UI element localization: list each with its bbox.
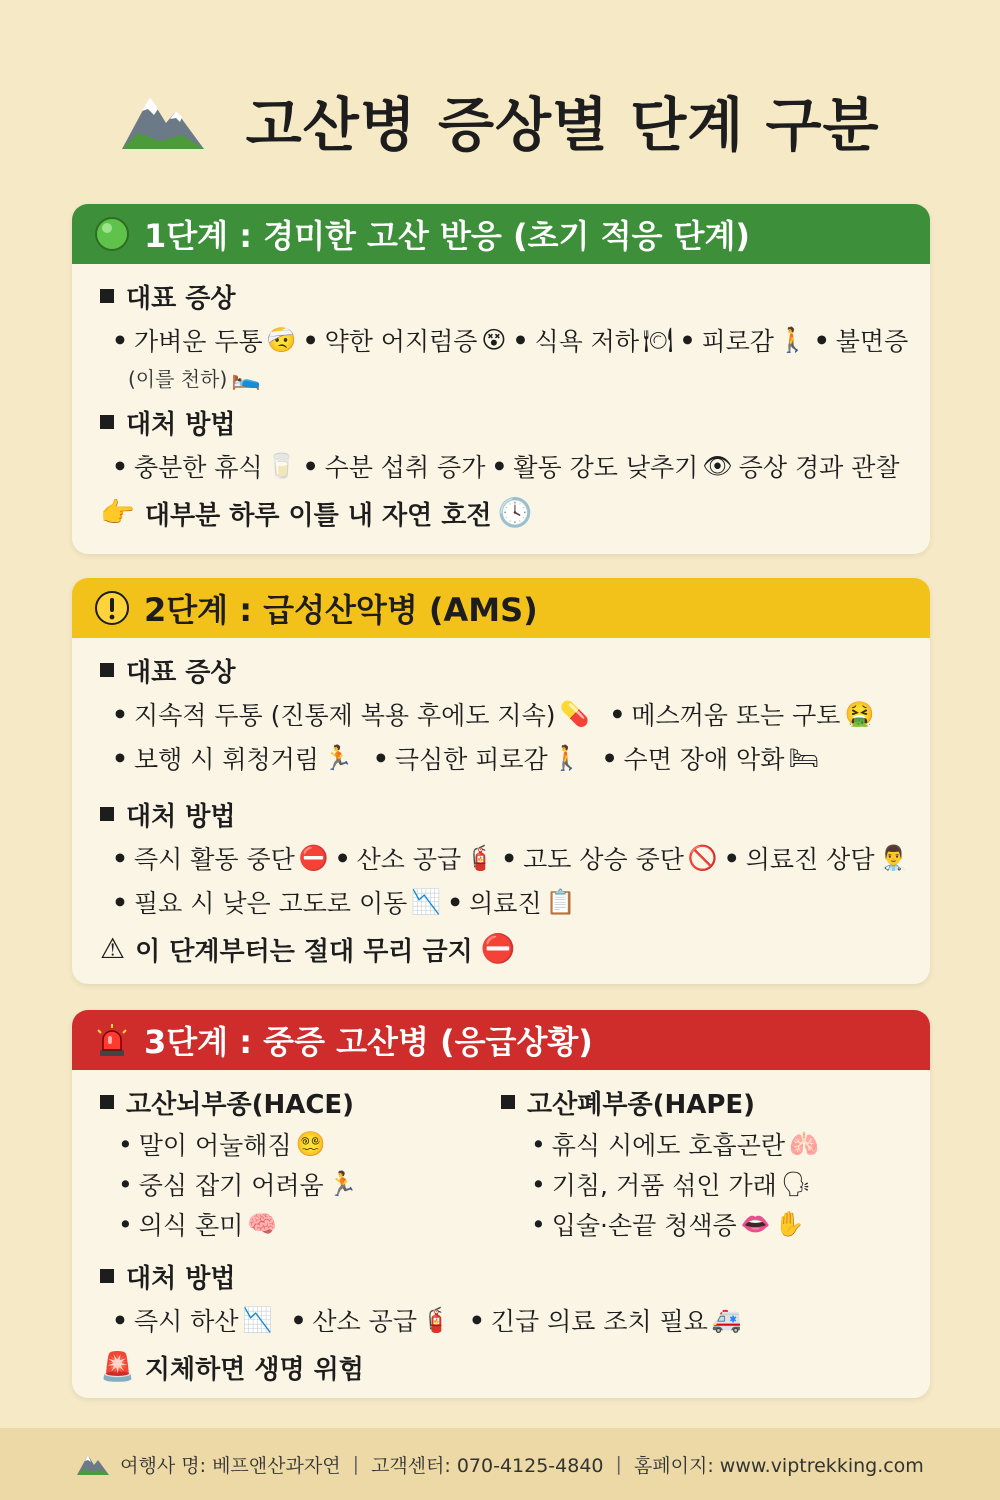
tired-person-icon: 🚶: [777, 326, 808, 354]
list-item: • 산소 공급 🧯: [290, 1305, 451, 1336]
clock-icon: 🕓: [497, 496, 533, 529]
eye-icon: 👁: [702, 452, 733, 480]
stage1-symptoms-row: [100, 318, 909, 362]
list-item: • 말이 어눌해짐 😵‍💫: [118, 1129, 326, 1160]
list-item: • 불면증: [813, 325, 909, 356]
hape-column: [501, 1080, 902, 1244]
stage2-symptoms-title: 대표 증상: [100, 648, 902, 692]
list-item: 증상 경과 관찰: [738, 453, 900, 482]
ambulance-icon: 🚑: [711, 1306, 742, 1334]
sleepless-bed-icon: 🛏: [788, 744, 819, 772]
list-item: • 수분 섭취 증가: [302, 451, 486, 482]
hand-icon: ✋: [774, 1210, 805, 1238]
list-item: • 지속적 두통 (진통제 복용 후에도 지속) 💊: [112, 699, 590, 730]
stage2-actions-title: 대처 방법: [100, 792, 902, 836]
stage1-symptoms-title: 대표 증상: [100, 274, 902, 318]
stage3-note: 🚨 지체하면 생명 위험: [100, 1350, 364, 1385]
list-item: • 충분한 휴식 🥛: [112, 451, 297, 482]
stage1-symptoms-sub: (이를 천하) 🛌: [128, 363, 262, 391]
prohibited-icon: 🚫: [687, 844, 718, 872]
stage2-header-text: 2단계 : 급성산악병 (AMS): [144, 591, 538, 629]
tired-person-icon: 🚶: [551, 744, 582, 772]
list-item: • 의료진 📋: [447, 887, 576, 918]
list-item: • 극심한 피로감 🚶: [372, 743, 582, 774]
list-item: • 입술·손끝 청색증 👄 ✋: [531, 1209, 805, 1240]
page-title: [0, 78, 1000, 162]
list-item: • 기침, 거품 섞인 가래 🗣: [531, 1169, 812, 1200]
stage2-header: [72, 578, 930, 638]
hape-title: 고산폐부종(HAPE): [501, 1080, 902, 1124]
stage2-symptoms-row-2: [100, 736, 902, 780]
medicine-bottle-icon: 💊: [559, 700, 590, 728]
list-item: • 약한 어지럼증 😵: [302, 325, 507, 356]
mountain-icon: [120, 89, 206, 151]
exclamation-circle-icon: [94, 590, 130, 626]
footer-homepage[interactable]: 홈페이지: www.viptrekking.com: [633, 1454, 924, 1477]
stage2-symptoms-row-1: [100, 692, 902, 736]
stage1-card: [72, 204, 930, 554]
vomiting-face-icon: 🤮: [844, 700, 875, 728]
green-circle-icon: [94, 216, 130, 252]
plate-icon: 🍽: [643, 326, 674, 354]
pointing-hand-icon: 👉: [100, 496, 135, 529]
list-item: • 즉시 하산 📉: [112, 1305, 273, 1336]
no-entry-icon: ⛔: [298, 844, 329, 872]
stumbling-person-icon: 🏃: [322, 744, 353, 772]
oxygen-tank-icon: 🧯: [465, 844, 496, 872]
list-item: • 고도 상승 중단 🚫: [501, 843, 718, 874]
stage2-actions-row-1: [100, 836, 909, 880]
coughing-head-icon: 🗣: [780, 1170, 812, 1198]
list-item: • 휴식 시에도 호흡곤란 🫁: [531, 1129, 819, 1160]
oxygen-tank-icon: 🧯: [420, 1306, 451, 1334]
list-item: • 피로감 🚶: [679, 325, 808, 356]
list-item: • 보행 시 휘청거림 🏃: [112, 743, 353, 774]
dizzy-icon: 😵: [481, 326, 507, 354]
footer-company: 여행사 명: 베프앤산과자연: [120, 1454, 341, 1477]
stage1-actions-row: [100, 444, 902, 488]
confused-face-icon: 😵‍💫: [295, 1130, 326, 1158]
list-item: • 수면 장애 악화 🛏: [601, 743, 819, 774]
doctor-icon: 👨‍⚕️: [878, 844, 909, 872]
stage2-actions-row-2: [100, 880, 902, 924]
stumbling-person-icon: 🏃: [327, 1170, 358, 1198]
list-item: • 산소 공급 🧯: [334, 843, 496, 874]
list-item: • 필요 시 낮은 고도로 이동 📉: [112, 887, 442, 918]
warning-icon: ⚠: [100, 932, 126, 965]
siren-icon: [94, 1022, 130, 1058]
water-glass-icon: 🥛: [266, 452, 297, 480]
list-item: • 메스꺼움 또는 구토 🤮: [609, 699, 875, 730]
mountain-icon: [76, 1452, 110, 1476]
list-item: • 식욕 저하 🍽: [512, 325, 674, 356]
stage3-actions-title: 대처 방법: [100, 1254, 902, 1298]
stage3-header-text: 3단계 : 중증 고산병 (응급상황): [144, 1023, 593, 1061]
stage3-actions-row: [100, 1298, 902, 1342]
stage1-header: [72, 204, 930, 264]
list-item: • 의료진 상담 👨‍⚕️: [723, 843, 909, 874]
no-entry-icon: ⛔: [480, 932, 516, 965]
stage3-header: [72, 1010, 930, 1070]
list-item: • 중심 잡기 어려움 🏃: [118, 1169, 358, 1200]
clipboard-icon: 📋: [545, 888, 576, 916]
brain-icon: 🧠: [247, 1210, 278, 1238]
blue-lips-icon: 👄: [740, 1210, 771, 1238]
list-item: • 활동 강도 낮추기 👁: [491, 451, 733, 482]
descend-arrow-icon: 📉: [242, 1306, 273, 1334]
lungs-icon: 🫁: [789, 1130, 819, 1158]
footer: 여행사 명: 베프앤산과자연 | 고객센터: 070-4125-4840 | 홈페이지: www.viptrekking.com: [0, 1428, 1000, 1500]
headache-icon: 🤕: [266, 326, 297, 354]
descend-arrow-icon: 📉: [411, 888, 442, 916]
stage3-card: [72, 1010, 930, 1398]
siren-icon: 🚨: [100, 1350, 135, 1383]
list-item: • 가벼운 두통 🤕: [112, 325, 297, 356]
list-item: • 즉시 활동 중단 ⛔: [112, 843, 329, 874]
stage2-note: ⚠ 이 단계부터는 절대 무리 금지 ⛔: [100, 932, 516, 967]
sleeping-bed-icon: 🛌: [231, 363, 262, 391]
footer-phone: 고객센터: 070-4125-4840: [370, 1454, 604, 1477]
hace-column: [100, 1080, 501, 1244]
title-text: 고산병 증상별 단계 구분: [245, 91, 880, 159]
stage2-card: [72, 578, 930, 984]
stage1-actions-title: 대처 방법: [100, 400, 902, 444]
stage1-note: 👉 대부분 하루 이틀 내 자연 호전 🕓: [100, 496, 533, 531]
list-item: • 긴급 의료 조치 필요 🚑: [468, 1305, 742, 1336]
hace-title: 고산뇌부종(HACE): [100, 1080, 501, 1124]
list-item: • 의식 혼미 🧠: [118, 1209, 278, 1240]
stage1-header-text: 1단계 : 경미한 고산 반응 (초기 적응 단계): [144, 217, 750, 255]
